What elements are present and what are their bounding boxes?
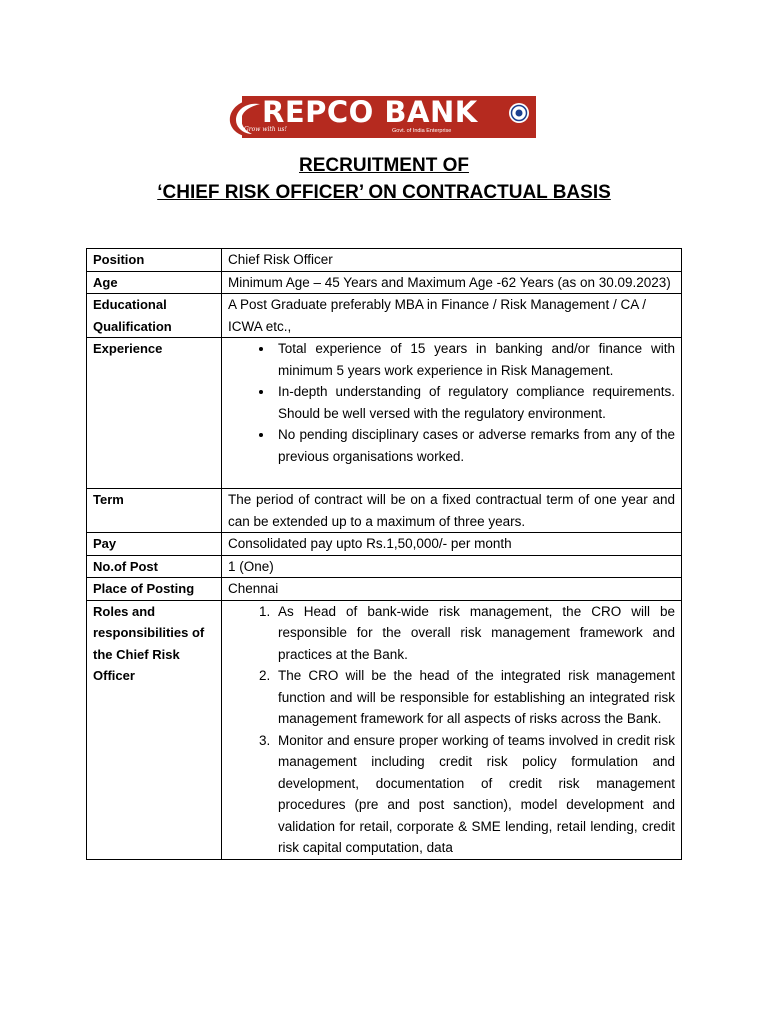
row-value: Consolidated pay upto Rs.1,50,000/- per month xyxy=(222,533,682,556)
list-item: • Total experience of 15 years in banking and/or finance with minimum 5 years work experience in Risk Management. xyxy=(274,338,675,381)
table-row-age xyxy=(87,271,682,294)
row-label: Pay xyxy=(87,533,222,556)
row-value: Minimum Age – 45 Years and Maximum Age -62 Years (as on 30.09.2023) xyxy=(222,271,682,294)
logo-tagline: Grow with us! xyxy=(244,126,287,133)
table-row-pay xyxy=(87,533,682,556)
table-row-experience xyxy=(87,338,682,489)
recruitment-details-table xyxy=(86,248,682,860)
table-row-education xyxy=(87,294,682,338)
logo-seal-icon xyxy=(508,102,530,124)
row-value: A Post Graduate preferably MBA in Finance / Risk Management / CA / ICWA etc., xyxy=(222,294,682,338)
roles-list xyxy=(228,601,675,859)
row-label: Age xyxy=(87,271,222,294)
logo-brand-text: REPCO BANK xyxy=(262,95,478,129)
spacer xyxy=(228,467,675,488)
row-label: Place of Posting xyxy=(87,578,222,601)
table-row-position xyxy=(87,249,682,272)
row-value: Chennai xyxy=(222,578,682,601)
row-label: Position xyxy=(87,249,222,272)
row-label: No.of Post xyxy=(87,555,222,578)
row-label: Term xyxy=(87,489,222,533)
table-row-term xyxy=(87,489,682,533)
row-value: Chief Risk Officer xyxy=(222,249,682,272)
row-label: Educational Qualification xyxy=(87,294,222,338)
row-label: Experience xyxy=(87,338,222,489)
repco-bank-logo xyxy=(224,94,536,140)
table-row-place xyxy=(87,578,682,601)
experience-list xyxy=(228,338,675,467)
list-item: 1. As Head of bank-wide risk management, the CRO will be responsible for the overall risk management framework and practices at the Bank. xyxy=(274,601,675,666)
row-value: 1 (One) xyxy=(222,555,682,578)
row-value xyxy=(222,600,682,859)
page-title-line2: ‘CHIEF RISK OFFICER’ ON CONTRACTUAL BASIS xyxy=(157,182,611,203)
row-value xyxy=(222,338,682,489)
list-item: • No pending disciplinary cases or adverse remarks from any of the previous organisations worked. xyxy=(274,424,675,467)
table-row-posts xyxy=(87,555,682,578)
row-value: The period of contract will be on a fixed contractual term of one year and can be extended up to a maximum of three years. xyxy=(222,489,682,533)
list-item: 3. Monitor and ensure proper working of teams involved in credit risk management including credit risk policy formulation and development, documentation of credit risk management procedures (pre and post sanction), model development and validation for retail, corporate & SME lending, retail lending, credit risk capital computation, data xyxy=(274,730,675,859)
row-label: Roles and responsibilities of the Chief Risk Officer xyxy=(87,600,222,859)
table-row-roles xyxy=(87,600,682,859)
logo-govt-text: Govt. of India Enterprise xyxy=(392,128,452,134)
page-title-line1: RECRUITMENT OF xyxy=(299,155,469,176)
list-item: 2. The CRO will be the head of the integrated risk management function and will be responsible for establishing an integrated risk management framework for all aspects of risks across the Bank. xyxy=(274,665,675,730)
list-item: • In-depth understanding of regulatory compliance requirements. Should be well versed with the regulatory environment. xyxy=(274,381,675,424)
